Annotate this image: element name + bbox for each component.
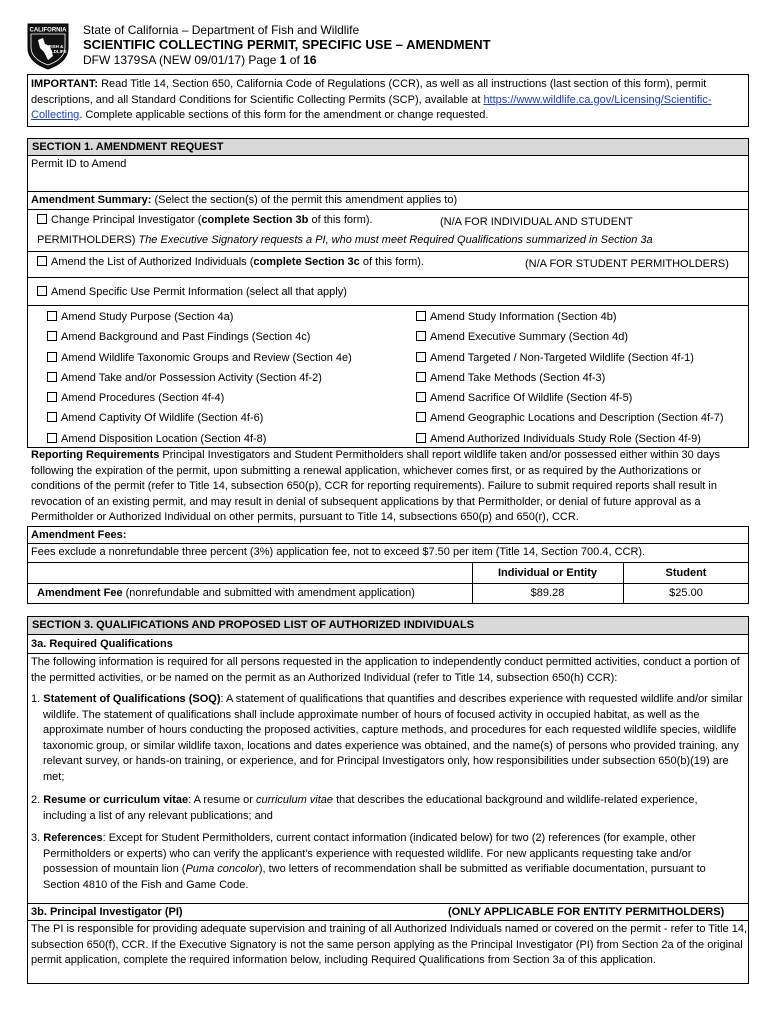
item1-num: 1.: [31, 693, 41, 705]
seal-text-mid: FISH &: [48, 44, 64, 49]
item3-num: 3.: [31, 832, 41, 844]
right-item[interactable]: [416, 310, 746, 330]
permit-id-label: Permit ID to Amend: [31, 158, 127, 170]
opt2-na: (N/A FOR STUDENT PERMITHOLDERS): [525, 258, 729, 270]
opt1-line2-a: PERMITHOLDERS): [37, 234, 139, 246]
right-item[interactable]: [416, 391, 746, 411]
item3-text-b: ), two letters of recommendation shall be submitted as verifiable documentation, pursuant to Section 4810 of the Fish and Game Code.: [43, 863, 706, 891]
fees-note: Fees exclude a nonrefundable three percent (3%) application fee, not to exceed $7.50 per item (Title 14, Section 700.4, CCR).: [31, 546, 646, 558]
fee-individual-value: $89.28: [530, 587, 565, 599]
summary-label: Amendment Summary:: [31, 194, 152, 206]
page-number: 1: [279, 53, 287, 67]
item1-label: Statement of Qualifications (SOQ): [43, 693, 221, 705]
opt1-line2-b: The Executive Signatory requests a PI, who must meet Required Qualifications summarized in Section 3a: [138, 234, 653, 246]
page-of: of: [286, 53, 304, 67]
agency-seal: [26, 22, 70, 70]
fee-student-value: $25.00: [669, 587, 703, 599]
right-item-label: Amend Authorized Individuals Study Role (Section 4f-9): [430, 432, 701, 445]
opt2-text-b: complete Section 3c: [253, 256, 360, 268]
fee-label-bold: Amendment Fee: [37, 587, 123, 599]
scp-link[interactable]: https://www.wildlife.ca.gov/Licensing/Scientific-Collecting: [31, 93, 712, 121]
item2-label: Resume or curriculum vitae: [43, 794, 189, 806]
pi-text: The PI is responsible for providing adequate supervision and training of all Authorized Individuals named or covered on the permit - refer to Title 14, subsection 650(f), CCR. If the Executive Signatory is not the same person applying as the Principal Investigator (PI) from Section 2a of the original permit application, complete the required information below, including Required Qualifications from Section 3a of this application.: [31, 923, 748, 966]
opt2-text-a: Amend the List of Authorized Individuals (: [51, 256, 254, 268]
right-item-list: [416, 310, 746, 452]
form-title: SCIENTIFIC COLLECTING PERMIT, SPECIFIC USE – AMENDMENT: [83, 37, 491, 52]
right-item-label: Amend Executive Summary (Section 4d): [430, 331, 629, 344]
checkbox-amend-authorized[interactable]: [37, 256, 47, 266]
checkbox[interactable]: [416, 433, 426, 443]
item2-num: 2.: [31, 794, 41, 806]
checkbox[interactable]: [416, 352, 426, 362]
left-item-list: [47, 310, 407, 452]
left-item-label: Amend Background and Past Findings (Section 4c): [61, 331, 311, 344]
reporting-text: Principal Investigators and Student Permitholders shall report wildlife taken and/or possessed either within 30 days following the expiration of the permit, upon submitting a renewal application, whichever comes first, or as required by the Authorizations or conditions of the permit (refer to Title 14, subsection 650(p), CCR for reporting requirements). Failure to submit required reports shall result in revocation of an existing permit, and may result in denial of subsequent applications by that Permitholder, or denial of future approval as a Permitholder or Authorized Individual on other permits, pursuant to Title 14, subsections 650(p) and 650(r), CCR.: [31, 449, 721, 523]
opt1-na: (N/A FOR INDIVIDUAL AND STUDENT: [440, 216, 633, 228]
fee-row-label: [37, 586, 415, 602]
option-amend-authorized: [37, 255, 424, 271]
page-total: 16: [303, 53, 317, 67]
left-item[interactable]: [47, 351, 407, 371]
summary-text: (Select the section(s) of the permit this amendment applies to): [151, 194, 458, 206]
section3-heading: SECTION 3. QUALIFICATIONS AND PROPOSED LIST OF AUTHORIZED INDIVIDUALS: [28, 617, 748, 634]
opt1-line2: [37, 233, 747, 249]
left-item[interactable]: [47, 310, 407, 330]
col-individual: Individual or Entity: [497, 567, 597, 579]
item2-text-i: curriculum vitae: [256, 794, 334, 806]
left-item-label: Amend Take and/or Possession Activity (Section 4f-2): [61, 371, 322, 384]
sub-b-note: (ONLY APPLICABLE FOR ENTITY PERMITHOLDERS): [448, 906, 725, 918]
permit-id-field[interactable]: [28, 172, 748, 190]
left-item[interactable]: [47, 330, 407, 350]
right-item[interactable]: [416, 371, 746, 391]
right-item-label: Amend Take Methods (Section 4f-3): [430, 371, 606, 384]
right-item[interactable]: [416, 411, 746, 431]
left-item[interactable]: [47, 391, 407, 411]
left-item-label: Amend Procedures (Section 4f-4): [61, 392, 225, 405]
right-item[interactable]: [416, 330, 746, 350]
checkbox[interactable]: [416, 412, 426, 422]
important-text: Read Title 14, Section 650, California Code of Regulations (CCR), as well as all instructions (last section of this form), permit descriptions, and all Standard Conditions for Scientific Collecting Permits (SCP), available at: [31, 78, 707, 106]
item1-text: : A statement of qualifications that quantifies and describes experience with requested wildlife and/or similar wildlife. The statement of qualifications shall include approximate number of hours of focused activity in occupied habitat, as well as the approximate number of hours conducting the proposed activities, capture methods, and procedures for each requested wildlife species, wildlife taxonomic group, or similar wildlife taxon, locations and dates experience was obtained, and the name(s) of persons who provided training, any relevant survey, or hands-on training, or experience, and for Principal Investigators only, how responsibilities under subsection 650(b)(19) are met;: [43, 693, 743, 783]
important-notice: [27, 74, 749, 127]
opt3-text: Amend Specific Use Permit Information (select all that apply): [51, 286, 347, 298]
form-id: [83, 52, 317, 68]
fee-label-rest: (nonrefundable and submitted with amendment application): [122, 587, 415, 599]
reporting-label: Reporting Requirements: [31, 449, 160, 461]
opt1-text-a: Change Principal Investigator (: [51, 214, 202, 226]
sub-b-heading: 3b. Principal Investigator (PI): [31, 906, 183, 918]
checkbox[interactable]: [47, 412, 57, 422]
section3-intro: The following information is required for all persons requested in the application to independently conduct permitted activities, conduct a portion of the permitted activities, or be named on the permit as an Authorized Individual (refer to Title 14, subsection 650(h) CCR):: [31, 656, 740, 684]
checkbox[interactable]: [416, 372, 426, 382]
right-item-label: Amend Targeted / Non-Targeted Wildlife (Section 4f-1): [430, 351, 694, 364]
opt1-text-c: of this form).: [308, 214, 373, 226]
item2-text-a: : A resume or: [188, 794, 257, 806]
sub-a-heading: 3a. Required Qualifications: [31, 638, 173, 650]
qualification-item-3: [31, 831, 743, 893]
right-item-label: Amend Sacrifice Of Wildlife (Section 4f-5): [430, 392, 633, 405]
item3-text-a: : Except for Student Permitholders, current contact information (indicated below) for two (2) references (for example, other Permitholders or experts) who can verify the applicant's experience with requested wildlife. For new applicants requesting take and/or possession of mountain lion (: [43, 832, 696, 875]
left-item-label: Amend Disposition Location (Section 4f-8): [61, 432, 267, 445]
col-student: Student: [665, 567, 707, 579]
checkbox-change-pi[interactable]: [37, 214, 47, 224]
seal-text-bot: WILDLIFE: [45, 49, 67, 54]
fees-heading: Amendment Fees:: [31, 529, 127, 541]
reporting-requirements: [31, 448, 747, 526]
left-item-label: Amend Captivity Of Wildlife (Section 4f-6): [61, 412, 264, 425]
right-item[interactable]: [416, 351, 746, 371]
checkbox[interactable]: [47, 433, 57, 443]
important-label: IMPORTANT:: [31, 78, 99, 90]
item2-text-b: that describes the educational background and wildlife-related experience, including a list of any relevant publications; and: [43, 794, 698, 822]
form-id-prefix: DFW 1379SA (NEW 09/01/17) Page: [83, 53, 280, 67]
option-amend-specific-use: [37, 285, 347, 301]
right-item-label: Amend Geographic Locations and Description (Section 4f-7): [430, 412, 724, 425]
qualification-item-1: [31, 692, 743, 785]
left-item[interactable]: [47, 411, 407, 431]
qualification-item-2: [31, 793, 743, 824]
opt1-text-b: complete Section 3b: [201, 214, 309, 226]
important-text-end: . Complete applicable sections of this form for the amendment or change requested.: [79, 109, 489, 121]
checkbox[interactable]: [47, 392, 57, 402]
checkbox[interactable]: [416, 311, 426, 321]
checkbox[interactable]: [47, 331, 57, 341]
checkbox-amend-specific-use[interactable]: [37, 286, 47, 296]
left-item-label: Amend Wildlife Taxonomic Groups and Review (Section 4e): [61, 351, 352, 364]
checkbox[interactable]: [416, 392, 426, 402]
checkbox[interactable]: [47, 311, 57, 321]
checkbox[interactable]: [416, 331, 426, 341]
section1-heading: SECTION 1. AMENDMENT REQUEST: [28, 139, 748, 155]
left-item-label: Amend Study Purpose (Section 4a): [61, 311, 234, 323]
left-item[interactable]: [47, 371, 407, 391]
opt2-text-c: of this form).: [359, 256, 424, 268]
amendment-summary: [31, 193, 457, 209]
checkbox[interactable]: [47, 352, 57, 362]
agency-name: State of California – Department of Fish and Wildlife: [83, 23, 360, 37]
item3-text-i: Puma concolor: [185, 863, 259, 875]
checkbox[interactable]: [47, 372, 57, 382]
seal-text-top: CALIFORNIA: [29, 27, 67, 34]
item3-label: References: [43, 832, 103, 844]
right-item-label: Amend Study Information (Section 4b): [430, 311, 617, 323]
